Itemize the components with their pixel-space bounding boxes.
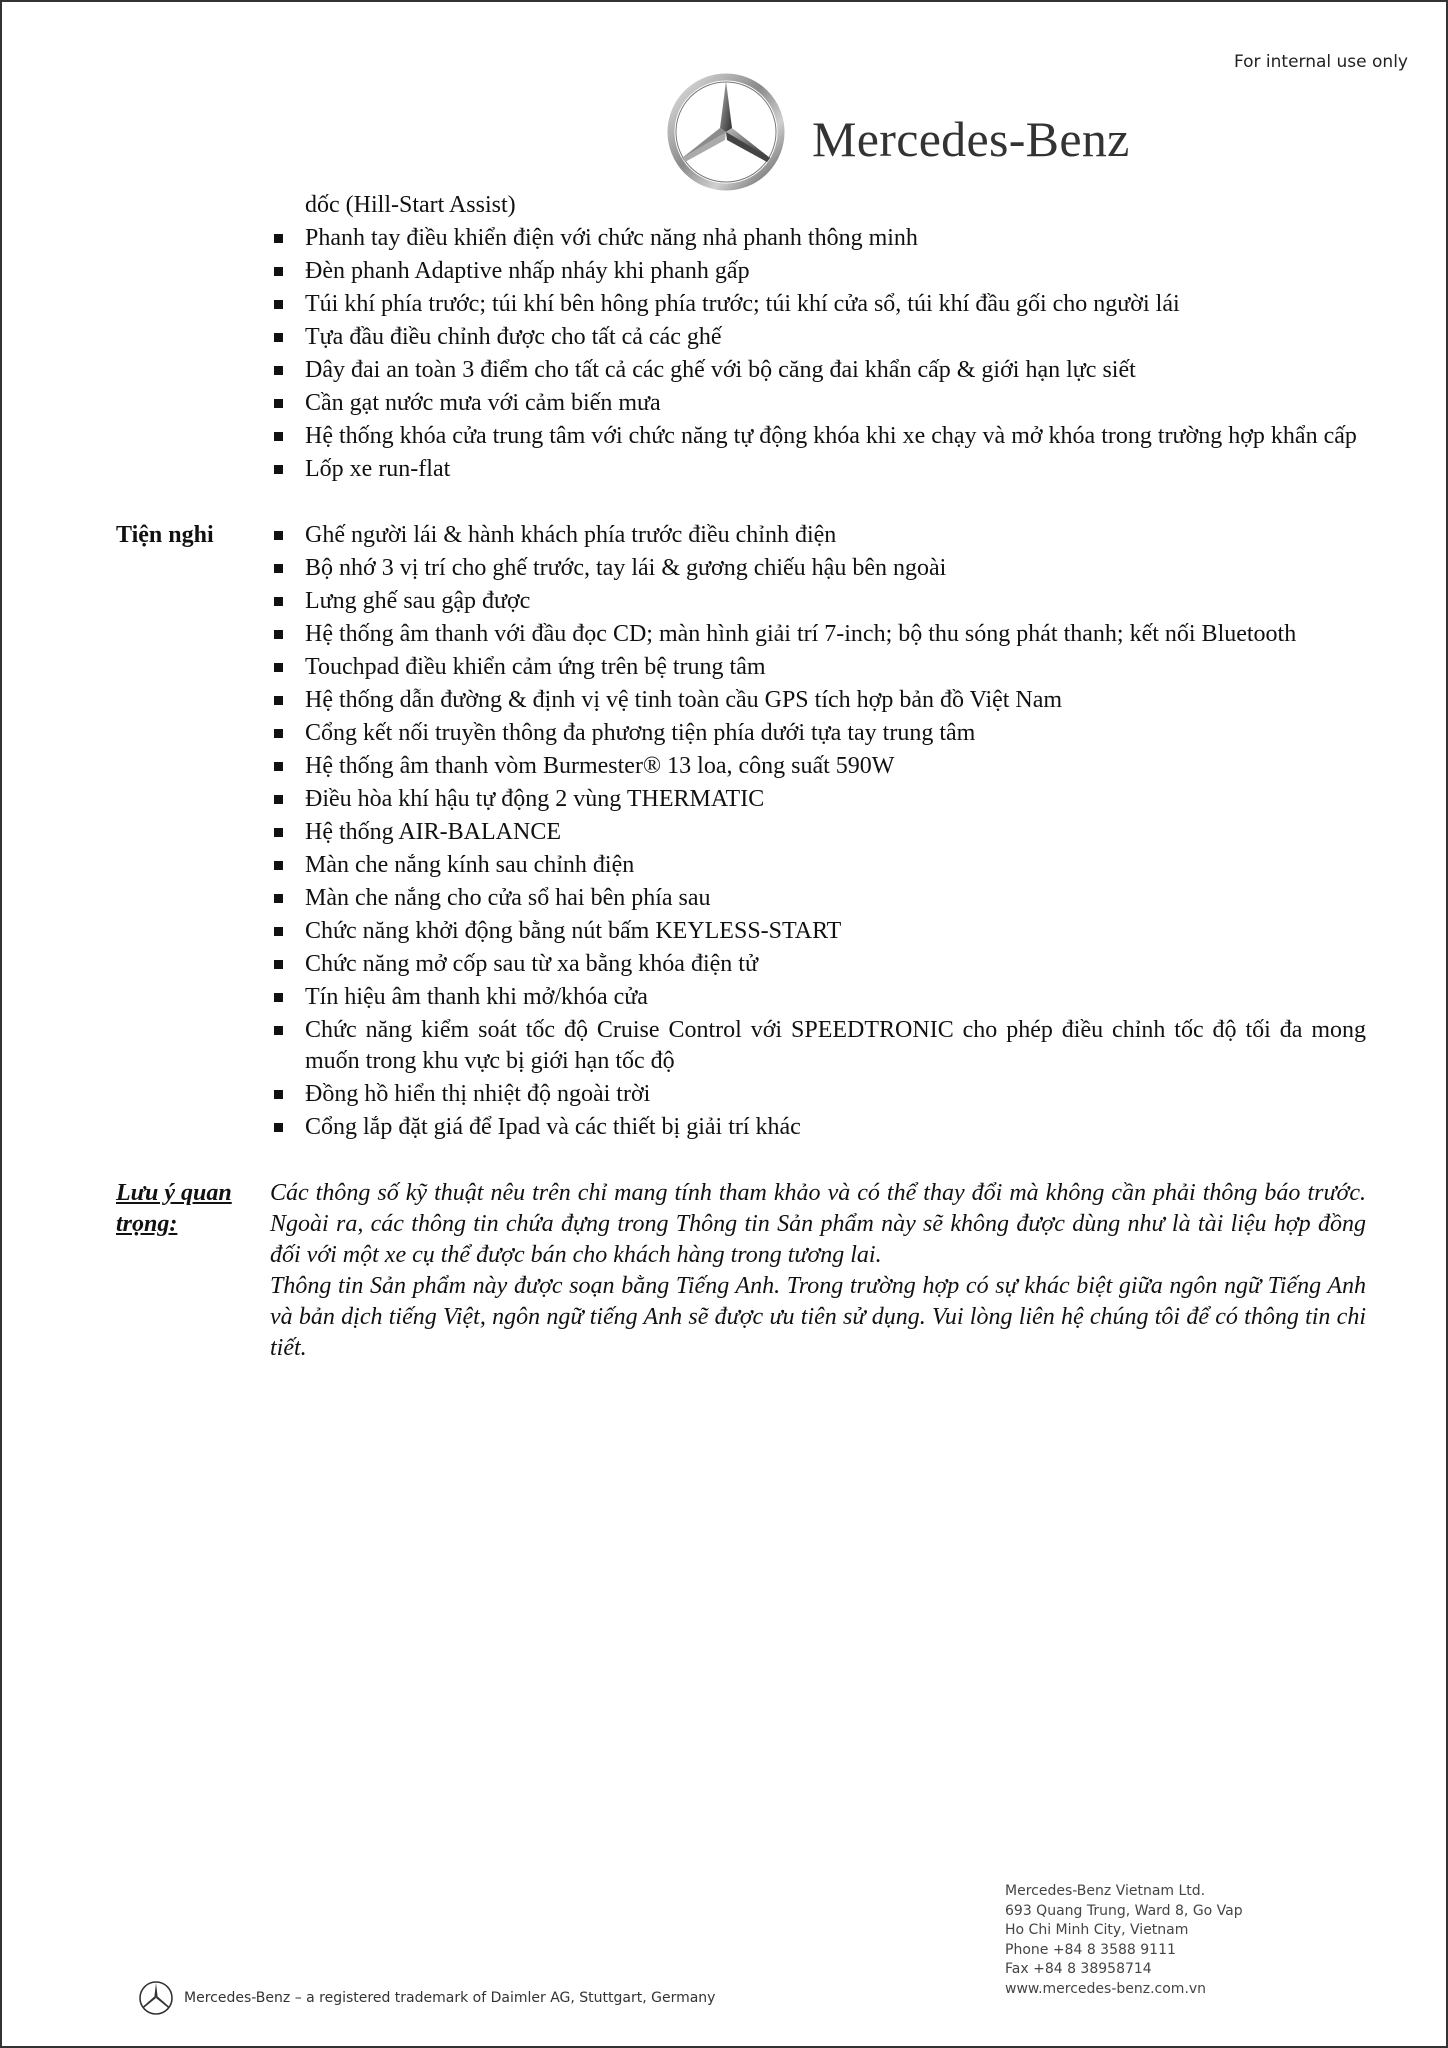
list-item: Bộ nhớ 3 vị trí cho ghế trước, tay lái & gương chiếu hậu bên ngoài [270,553,1366,584]
list-item: Hệ thống âm thanh với đầu đọc CD; màn hình giải trí 7-inch; bộ thu sóng phát thanh; kết nối Bluetooth [270,619,1366,650]
list-item: Dây đai an toàn 3 điểm cho tất cả các ghế với bộ căng đai khẩn cấp & giới hạn lực siết [270,355,1366,386]
comfort-section [116,520,1366,1145]
list-item: Tựa đầu điều chỉnh được cho tất cả các ghế [270,322,1366,353]
important-note-body [270,1178,1366,1364]
note-paragraph: Các thông số kỹ thuật nêu trên chỉ mang tính tham khảo và có thể thay đổi mà không cần phải thông báo trước. Ngoài ra, các thông tin chứa đựng trong Thông tin Sản phẩm này sẽ không được dùng như là tài liệu hợp đồng đối với một xe cụ thể được bán cho khách hàng trong tương lai. [270,1180,1366,1268]
trademark-footer [138,1980,715,2016]
list-item: Hệ thống AIR-BALANCE [270,817,1366,848]
list-item: Phanh tay điều khiển điện với chức năng nhả phanh thông minh [270,223,1366,254]
brand-name: Mercedes-Benz [812,111,1130,167]
important-note-section [116,1178,1366,1364]
list-item: Touchpad điều khiển cảm ứng trên bệ trung tâm [270,652,1366,683]
internal-use-note: For internal use only [1233,52,1408,72]
comfort-section-label: Tiện nghi [116,522,214,548]
safety-list [270,190,1366,487]
document-body [116,190,1366,1364]
list-item: Cần gạt nước mưa với cảm biến mưa [270,388,1366,419]
company-address [1005,1882,1243,1999]
important-note-label: Lưu ý quan trọng: [116,1180,232,1237]
trademark-text: Mercedes-Benz – a registered trademark of Daimler AG, Stuttgart, Germany [184,1990,716,2006]
mercedes-star-small-icon [138,1980,174,2016]
list-item: Túi khí phía trước; túi khí bên hông phía trước; túi khí cửa sổ, túi khí đầu gối cho người lái [270,289,1366,320]
address-line: Fax +84 8 38958714 [1005,1961,1152,1977]
list-item: Ghế người lái & hành khách phía trước điều chỉnh điện [270,520,1366,551]
list-item: Chức năng khởi động bằng nút bấm KEYLESS-START [270,916,1366,947]
list-item: Cổng lắp đặt giá để Ipad và các thiết bị giải trí khác [270,1112,1366,1143]
list-item: Đèn phanh Adaptive nhấp nháy khi phanh gấp [270,256,1366,287]
list-item: Tín hiệu âm thanh khi mở/khóa cửa [270,982,1366,1013]
safety-section-label [116,190,270,487]
brand-header [666,72,1146,192]
list-item: Màn che nắng kính sau chỉnh điện [270,850,1366,881]
website-link[interactable]: www.mercedes-benz.com.vn [1005,1980,1207,1997]
list-item: dốc (Hill-Start Assist) [305,192,516,218]
list-item: Đồng hồ hiển thị nhiệt độ ngoài trời [270,1079,1366,1110]
list-item: Màn che nắng cho cửa sổ hai bên phía sau [270,883,1366,914]
address-line: 693 Quang Trung, Ward 8, Go Vap [1005,1902,1243,1919]
list-item: Chức năng mở cốp sau từ xa bằng khóa điện tử [270,949,1366,980]
list-item: Hệ thống âm thanh vòm Burmester® 13 loa, công suất 590W [270,751,1366,782]
safety-section [116,190,1366,487]
list-item: Hệ thống dẫn đường & định vị vệ tinh toàn cầu GPS tích hợp bản đồ Việt Nam [270,685,1366,716]
note-paragraph: Thông tin Sản phẩm này được soạn bằng Tiếng Anh. Trong trường hợp có sự khác biệt giữa ngôn ngữ Tiếng Anh và bản dịch tiếng Việt, ngôn ngữ tiếng Anh sẽ được ưu tiên sử dụng. Vui lòng liên hệ chúng tôi để có thông tin chi tiết. [270,1273,1366,1361]
mercedes-star-logo-icon [666,72,786,192]
list-item: Cổng kết nối truyền thông đa phương tiện phía dưới tựa tay trung tâm [270,718,1366,749]
address-line: Ho Chi Minh City, Vietnam [1005,1922,1189,1938]
list-item: Chức năng kiểm soát tốc độ Cruise Control với SPEEDTRONIC cho phép điều chỉnh tốc độ tối đa mong muốn trong khu vực bị giới hạn tốc độ [270,1015,1366,1077]
list-item: Điều hòa khí hậu tự động 2 vùng THERMATIC [270,784,1366,815]
list-item: Lưng ghế sau gập được [270,586,1366,617]
address-line: Mercedes-Benz Vietnam Ltd. [1005,1883,1206,1899]
list-item: Hệ thống khóa cửa trung tâm với chức năng tự động khóa khi xe chạy và mở khóa trong trường hợp khẩn cấp [270,421,1366,452]
address-line: Phone +84 8 3588 9111 [1005,1941,1176,1958]
comfort-list [270,520,1366,1145]
list-item: Lốp xe run-flat [270,454,1366,485]
